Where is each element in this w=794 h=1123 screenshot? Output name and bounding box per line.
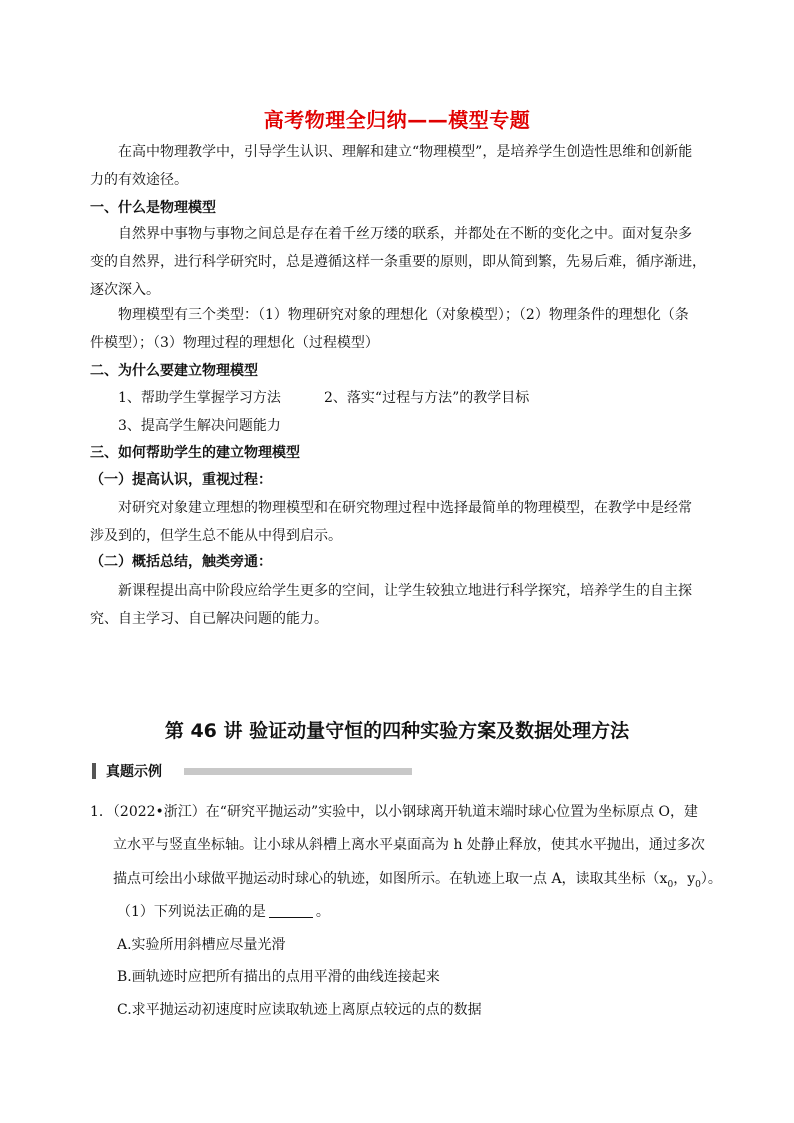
question-line: 1．（2022•浙江）在“研究平抛运动”实验中，以小钢球离开轨道末端时球心位置为坐标原点 O，建 xyxy=(90,804,699,820)
list-item: 3、提高学生解决问题能力 xyxy=(118,418,281,434)
subscript: 0 xyxy=(695,879,701,890)
page-title: 高考物理全归纳——模型专题 xyxy=(263,108,531,132)
lecture-title: 第 46 讲 验证动量守恒的四种实验方案及数据处理方法 xyxy=(164,720,630,742)
list-item: 2、落实“过程与方法”的教学目标 xyxy=(324,390,530,406)
paragraph-line: 逐次深入。 xyxy=(90,282,160,298)
list-row xyxy=(118,384,738,412)
subscript: 0 xyxy=(667,879,674,890)
answer-blank[interactable] xyxy=(269,903,313,918)
paragraph-line: 物理模型有三个类型：（1）物理研究对象的理想化（对象模型）；（2）物理条件的理想化（条 xyxy=(118,307,689,323)
paragraph-line: 对研究对象建立理想的物理模型和在研究物理过程中选择最简单的物理模型，在教学中是经常 xyxy=(118,500,692,516)
section-heading-2: 二、为什么要建立物理模型 xyxy=(90,363,258,379)
paragraph-line: 件模型）；（3）物理过程的理想化（过程模型） xyxy=(90,335,379,351)
intro-paragraph xyxy=(90,138,738,194)
section-bar-marker xyxy=(92,763,96,779)
section-bar-rule xyxy=(184,768,412,775)
intro-line: 在高中物理教学中，引导学生认识、理解和建立“物理模型”，是培养学生创造性思维和创新能 xyxy=(118,144,693,160)
list-item: 1、帮助学生掌握学习方法 xyxy=(118,390,281,406)
paragraph-line: 涉及到的，但学生总不能从中得到启示。 xyxy=(90,528,342,544)
subsection-heading-1: （一）提高认识，重视过程： xyxy=(90,472,272,488)
sub-question xyxy=(117,901,330,921)
section-heading-3: 三、如何帮助学生的建立物理模型 xyxy=(90,445,300,461)
paragraph-line: 变的自然界，进行科学研究时，总是遵循这样一条重要的原则，即从简到繁，先易后难，循序渐进， xyxy=(90,254,706,270)
sec2-list xyxy=(90,384,738,440)
paragraph-line: 自然界中事物与事物之间总是存在着千丝万缕的联系，并都处在不断的变化之中。面对复杂多 xyxy=(118,226,692,242)
question-line: 立水平与竖直坐标轴。让小球从斜槽上离水平桌面高为 h 处静止释放，使其水平抛出，通过多次 xyxy=(113,837,705,853)
question-line xyxy=(113,868,722,890)
question-text: ，y xyxy=(673,871,696,887)
question-text: ）。 xyxy=(700,871,722,887)
intro-line: 力的有效途径。 xyxy=(90,172,188,188)
paragraph-line: 新课程提出高中阶段应给学生更多的空间，让学生较独立地进行科学探究，培养学生的自主探 xyxy=(118,583,692,599)
subsection-heading-2: （二）概括总结，触类旁通： xyxy=(90,554,272,570)
option-c: C.求平抛运动初速度时应读取轨迹上离原点较远的点的数据 xyxy=(117,1002,482,1018)
section-bar-label: 真题示例 xyxy=(106,764,162,780)
sub-question-end: 。 xyxy=(315,904,330,920)
sec3-paragraph-2 xyxy=(90,577,738,633)
option-a: A.实验所用斜槽应尽量光滑 xyxy=(117,937,286,953)
question-text: 描点可绘出小球做平抛运动时球心的轨迹，如图所示。在轨迹上取一点 A，读取其坐标（x xyxy=(113,871,668,887)
section-heading-1: 一、什么是物理模型 xyxy=(90,200,216,216)
sec1-paragraph-1 xyxy=(90,220,738,304)
sec1-paragraph-2 xyxy=(90,301,738,357)
sec3-paragraph-1 xyxy=(90,494,738,550)
sub-question-text: （1）下列说法正确的是 xyxy=(117,904,266,920)
option-b: B.画轨迹时应把所有描出的点用平滑的曲线连接起来 xyxy=(117,969,440,985)
paragraph-line: 究、自主学习、自已解决问题的能力。 xyxy=(90,611,328,627)
